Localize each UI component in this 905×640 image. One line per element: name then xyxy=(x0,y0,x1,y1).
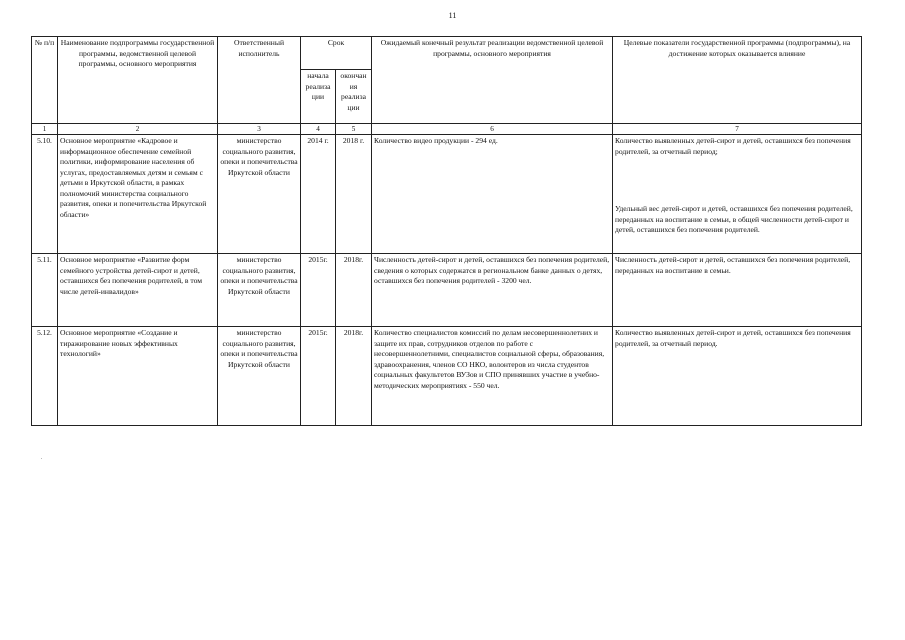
row-number: 5.11. xyxy=(32,254,58,327)
row-result: Количество специалистов комиссий по делам несовершеннолетних и защите их прав, сотрудников отделов по работе с несовершеннолетними, специалистов социальной сферы, образования, здравоохранения, членов СО НКО, волонтеров из числа студентов социальных факультетов ВУЗов и СПО принявших участие в учебно-методических мероприятиях - 550 чел. xyxy=(372,327,613,426)
row-number: 5.10. xyxy=(32,135,58,254)
column-numbers-row xyxy=(32,124,862,135)
row-target-b: Удельный вес детей-сирот и детей, оставшихся без попечения родителей, переданных на воспитание в семьи, в общей численности детей-сирот и детей, оставшихся без попечения родителей. xyxy=(613,203,862,254)
header-executor: Ответственный исполнитель xyxy=(218,37,301,124)
row-result: Количество видео продукции - 294 ед. xyxy=(372,135,613,254)
page-number: 11 xyxy=(448,11,457,20)
row-end: 2018 г. xyxy=(336,135,372,254)
column-number: 5 xyxy=(336,124,372,135)
header-expected-result: Ожидаемый конечный результат реализации ведомственной целевой программы, основного мероприятия xyxy=(372,37,613,124)
table-row xyxy=(32,135,862,204)
row-result: Численность детей-сирот и детей, оставшихся без попечения родителей, сведения о которых содержатся в региональном банке данных о детях, оставшихся без попечения родителей - 3200 чел. xyxy=(372,254,613,327)
table-row xyxy=(32,327,862,426)
row-end: 2018г. xyxy=(336,254,372,327)
header-number: № п/п xyxy=(32,37,58,124)
header-row xyxy=(32,37,862,70)
row-program-name: Основное мероприятие «Кадровое и информационное обеспечение семейной политики, информирование населения об услугах, предоставляемых детям и семьям с детьми в Иркутской области, в рамках полномочий министерства социального развития, опеки и попечительства Иркутской области» xyxy=(58,135,218,254)
column-number: 4 xyxy=(301,124,336,135)
row-target-a: Численность детей-сирот и детей, оставшихся без попечения родителей, переданных на воспитание в семьи. xyxy=(613,254,862,327)
header-term-end: окончан ия реализа ции xyxy=(336,70,372,124)
column-number: 3 xyxy=(218,124,301,135)
scan-speck xyxy=(41,458,42,459)
header-program-name: Наименование подпрограммы государственной программы, ведомственной целевой программы, основного мероприятия xyxy=(58,37,218,124)
column-number: 2 xyxy=(58,124,218,135)
row-executor: министерство социального развития, опеки и попечительства Иркутской области xyxy=(218,254,301,327)
header-term-start: начала реализа ции xyxy=(301,70,336,124)
column-number: 6 xyxy=(372,124,613,135)
header-term: Срок xyxy=(301,37,372,70)
header-target-indicators: Целевые показатели государственной программы (подпрограммы), на достижение которых оказывается влияние xyxy=(613,37,862,124)
row-program-name: Основное мероприятие «Развитие форм семейного устройства детей-сирот и детей, оставшихся без попечения родителей, в том числе детей-инвалидов» xyxy=(58,254,218,327)
row-target-a: Количество выявленных детей-сирот и детей, оставшихся без попечения родителей, за отчетный период; xyxy=(613,135,862,204)
row-target-a: Количество выявленных детей-сирот и детей, оставшихся без попечения родителей, за отчетный период. xyxy=(613,327,862,426)
row-start: 2015г. xyxy=(301,327,336,426)
column-number: 7 xyxy=(613,124,862,135)
row-executor: министерство социального развития, опеки и попечительства Иркутской области xyxy=(218,135,301,254)
column-number: 1 xyxy=(32,124,58,135)
row-executor: министерство социального развития, опеки и попечительства Иркутской области xyxy=(218,327,301,426)
row-start: 2015г. xyxy=(301,254,336,327)
program-table xyxy=(31,36,862,426)
table-row xyxy=(32,254,862,327)
row-number: 5.12. xyxy=(32,327,58,426)
row-end: 2018г. xyxy=(336,327,372,426)
row-start: 2014 г. xyxy=(301,135,336,254)
row-program-name: Основное мероприятие «Создание и тиражирование новых эффективных технологий» xyxy=(58,327,218,426)
